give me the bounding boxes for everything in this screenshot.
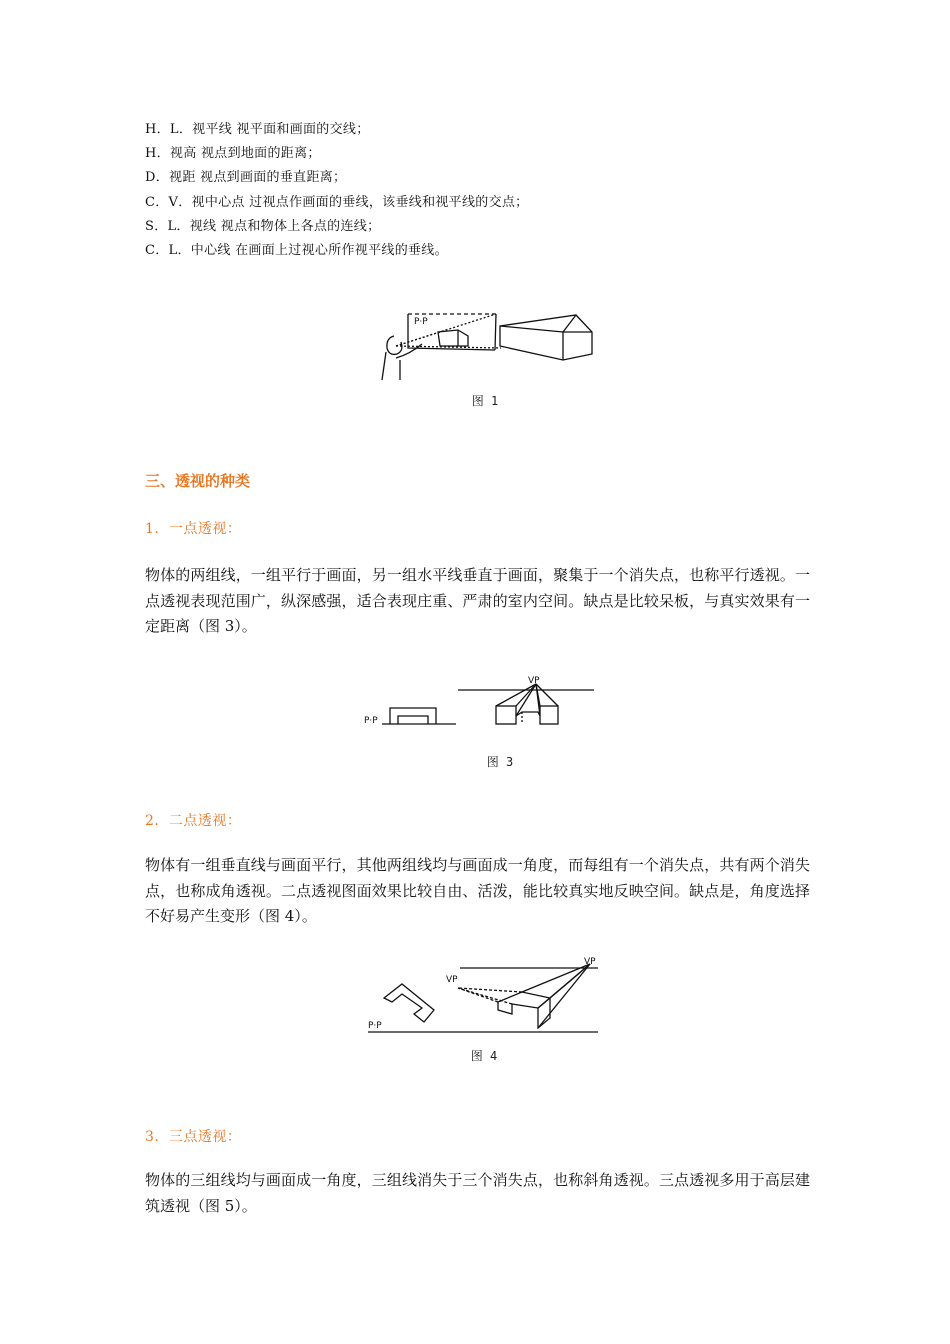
two-point-heading: 2．二点透视：	[145, 813, 242, 829]
figure-4-vp-left-label: VP	[446, 975, 458, 985]
figure-3-caption: 图 3	[486, 755, 514, 769]
definition-hl: H．L．视平线 视平面和画面的交线；	[145, 122, 370, 137]
figure-1-caption: 图 1	[471, 394, 499, 408]
three-point-heading: 3．三点透视：	[145, 1129, 242, 1145]
definition-cv: C．V．视中心点 过视点作画面的垂线，该垂线和视平线的交点；	[145, 194, 529, 210]
definition-list	[145, 118, 825, 263]
three-point-paragraph: 物体的三组线均与画面成一角度，三组线消失于三个消失点，也称斜角透视。三点透视多用于高层建筑透视（图 5）。	[145, 1171, 810, 1215]
section-title: 三、透视的种类	[145, 472, 251, 490]
figure-3-vp-label: VP	[528, 676, 540, 686]
figure-4-vp-right-label: VP	[584, 957, 596, 967]
definition-h: H．视高 视点到地面的距离；	[145, 146, 321, 162]
figure-4-pp-label: P·P	[368, 1021, 382, 1031]
two-point-paragraph: 物体有一组垂直线与画面平行，其他两组线均与画面成一角度，而每组有一个消失点，共有两个消失点，也称成角透视。二点透视图面效果比较自由、活泼，能比较真实地反映空间。缺点是，角度选择不好易产生变形（图 4）。	[145, 856, 810, 925]
definition-cl: C．L．中心线 在画面上过视心所作视平线的垂线。	[145, 243, 448, 259]
one-point-heading: 1．一点透视：	[145, 521, 242, 537]
figure-3-pp-label: P·P	[364, 716, 378, 726]
figure-4-illustration	[362, 952, 602, 1042]
figure-1-illustration	[376, 300, 596, 385]
figure-1-pp-label: P·P	[414, 317, 428, 327]
figure-3-illustration	[360, 672, 600, 732]
definition-d: D．视距 视点到画面的垂直距离；	[145, 170, 347, 186]
definition-sl: S．L．视线 视点和物体上各点的连线；	[145, 218, 381, 234]
figure-4-caption: 图 4	[470, 1049, 498, 1063]
one-point-paragraph: 物体的两组线，一组平行于画面，另一组水平线垂直于画面，聚集于一个消失点，也称平行透视。一点透视表现范围广，纵深感强，适合表现庄重、严肃的室内空间。缺点是比较呆板，与真实效果有一定距离（图 3）。	[145, 566, 810, 635]
